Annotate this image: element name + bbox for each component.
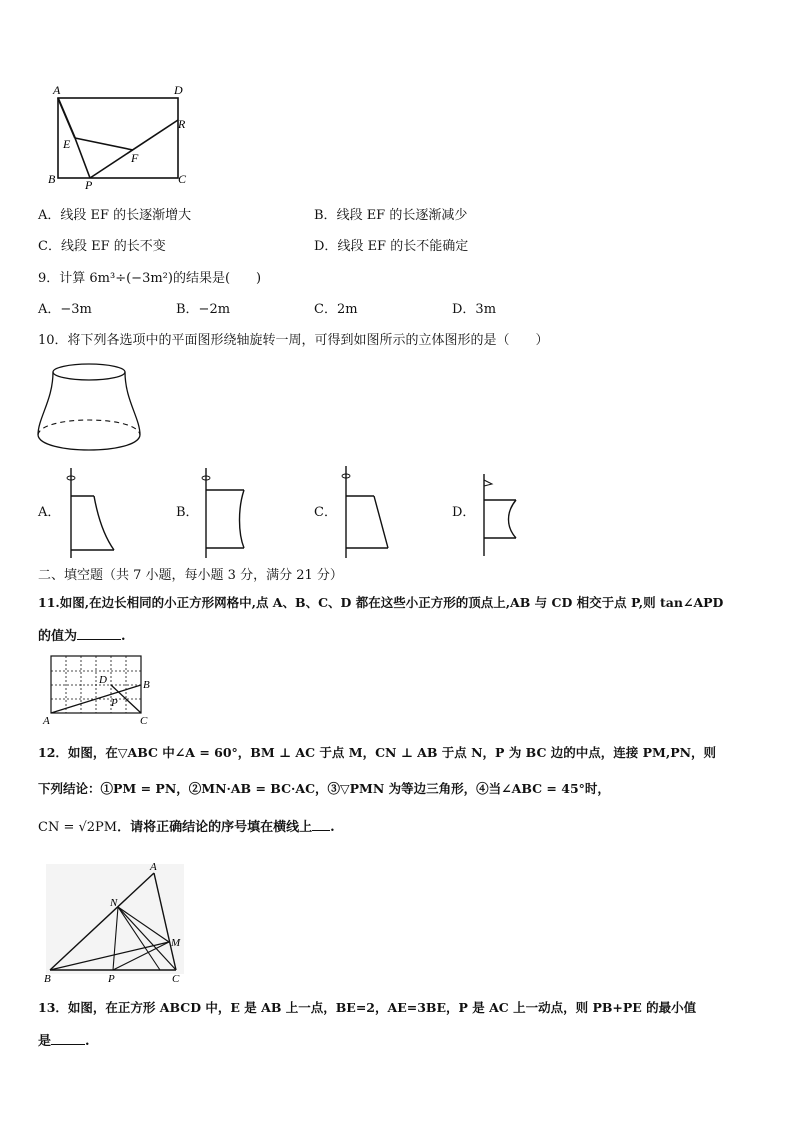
label-B: B: [44, 973, 51, 985]
q9-option-d[interactable]: D．3m: [452, 302, 497, 317]
q10-option-d-label[interactable]: D．: [452, 505, 476, 520]
frustum-solid-figure: [34, 360, 144, 460]
q13-answer-blank[interactable]: [51, 1031, 85, 1045]
label-A: A: [150, 861, 157, 873]
q12-stem-line1: 12．如图，在▽ABC 中∠A = 60°，BM ⊥ AC 于点 M，CN ⊥ AB 于点 N，P 为 BC 边的中点，连接 PM,PN，则: [38, 745, 717, 760]
label-A: A: [43, 715, 50, 727]
q10-option-c-figure: [334, 466, 394, 560]
triangle-figure-q12: [40, 860, 190, 988]
q11-stem-line1: 11.如图,在边长相同的小正方形网格中,点 A、B、C、D 都在这些小正方形的顶点上,AB 与 CD 相交于点 P,则 tan∠APD: [38, 595, 724, 610]
q10-stem: 10．将下列各选项中的平面图形绕轴旋转一周，可得到如图所示的立体图形的是（ ）: [38, 333, 549, 348]
label-P: P: [85, 178, 93, 192]
q13-stem-line2: 是 .: [38, 1031, 90, 1050]
q10-option-d-figure: [472, 472, 532, 558]
label-P: P: [111, 697, 118, 709]
q9-option-b[interactable]: B．−2m: [176, 302, 231, 317]
label-B: B: [143, 679, 150, 691]
q9-option-a[interactable]: A．−3m: [38, 302, 92, 317]
q11-stem-line2: 的值为 .: [38, 626, 126, 645]
q12-answer-blank[interactable]: [312, 817, 330, 831]
q13-stem-line1: 13．如图，在正方形 ABCD 中，E 是 AB 上一点，BE=2，AE=3BE，P 是 AC 上一动点，则 PB+PE 的最小值: [38, 1000, 697, 1015]
q10-option-b-figure: [196, 468, 256, 560]
q10-option-b-label[interactable]: B．: [176, 505, 199, 520]
label-C: C: [172, 973, 180, 985]
label-C: C: [178, 172, 187, 186]
label-F: F: [131, 151, 139, 165]
q12-formula: CN = √2PM: [38, 820, 118, 835]
label-P: P: [108, 973, 115, 985]
q8-option-c[interactable]: C．线段 EF 的长不变: [38, 239, 166, 254]
q12-stem-line3: CN = √2PM．请将正确结论的序号填在横线上 .: [38, 817, 335, 836]
label-A: A: [53, 83, 61, 97]
label-N: N: [110, 897, 118, 909]
q10-option-a-figure: [60, 468, 120, 560]
label-R: R: [178, 117, 186, 131]
q8-option-b[interactable]: B．线段 EF 的长逐渐减少: [314, 208, 468, 223]
label-B: B: [48, 172, 56, 186]
label-C: C: [140, 715, 148, 727]
label-D: D: [174, 83, 183, 97]
q10-option-a-label[interactable]: A．: [38, 505, 61, 520]
label-E: E: [63, 137, 71, 151]
q9-option-c[interactable]: C．2m: [314, 302, 358, 317]
label-M: M: [171, 937, 181, 949]
q11-answer-blank[interactable]: [77, 626, 121, 640]
q10-option-c-label[interactable]: C．: [314, 505, 337, 520]
q8-option-a[interactable]: A．线段 EF 的长逐渐增大: [38, 208, 192, 223]
rectangle-figure-q8: [40, 80, 200, 195]
section-heading-fill-in: 二、填空题（共 7 小题，每小题 3 分，满分 21 分）: [38, 568, 343, 583]
q8-option-d[interactable]: D．线段 EF 的长不能确定: [314, 239, 469, 254]
q9-stem: 9．计算 6m³÷(−3m²)的结果是( ): [38, 271, 262, 286]
grid-figure-q11: [40, 652, 160, 727]
label-D: D: [99, 674, 107, 686]
q12-stem-line2: 下列结论：①PM = PN，②MN·AB = BC·AC，③▽PMN 为等边三角形，④当∠ABC = 45°时，: [38, 781, 610, 796]
